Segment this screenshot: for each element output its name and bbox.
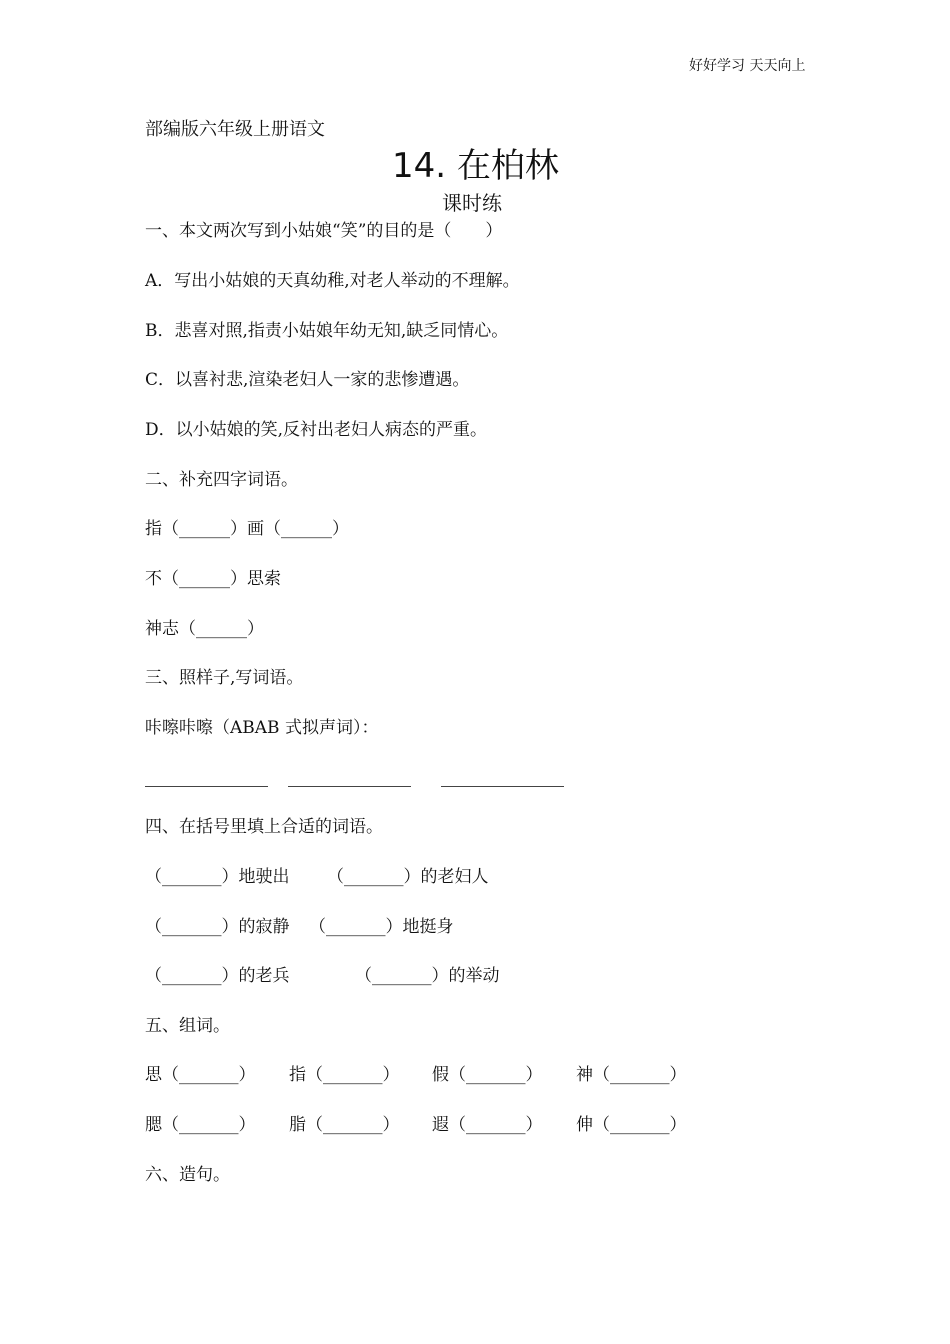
q5-item: 神（_______） xyxy=(576,1065,687,1085)
q5-item: 遐（_______） xyxy=(432,1115,543,1135)
q1-option-a: A．写出小姑娘的天真幼稚,对老人举动的不理解。 xyxy=(145,271,520,291)
q5-item: 腮（_______） xyxy=(145,1115,256,1135)
q2-line: 指（______）画（______） xyxy=(145,519,349,539)
header-motto: 好好学习 天天向上 xyxy=(689,58,806,74)
question-2: 二、补充四字词语。 xyxy=(145,470,298,490)
q5-item: 脂（_______） xyxy=(289,1115,400,1135)
answer-blank[interactable] xyxy=(145,786,268,787)
q5-item: 指（_______） xyxy=(289,1065,400,1085)
answer-blank[interactable] xyxy=(288,786,411,787)
question-1: 一、本文两次写到小姑娘“笑”的目的是（ ） xyxy=(145,221,503,241)
q4-item: （_______）的老妇人 xyxy=(327,867,489,887)
q3-example: 咔嚓咔嚓（ABAB 式拟声词）： xyxy=(145,718,379,738)
question-3: 三、照样子,写词语。 xyxy=(145,668,304,688)
question-4: 四、在括号里填上合适的词语。 xyxy=(145,817,383,837)
q4-item: （_______）的老兵 xyxy=(145,966,290,986)
answer-blank[interactable] xyxy=(441,786,564,787)
question-5: 五、组词。 xyxy=(145,1016,230,1036)
q2-line: 神志（______） xyxy=(145,619,264,639)
q4-item: （_______）的举动 xyxy=(355,966,500,986)
q1-option-c: C．以喜衬悲,渲染老妇人一家的悲惨遭遇。 xyxy=(145,370,470,390)
q1-option-b: B．悲喜对照,指责小姑娘年幼无知,缺乏同情心。 xyxy=(145,321,509,341)
doc-subtitle: 部编版六年级上册语文 xyxy=(145,119,325,140)
q1-option-d: D．以小姑娘的笑,反衬出老妇人病态的严重。 xyxy=(145,420,488,440)
q5-item: 伸（_______） xyxy=(576,1115,687,1135)
q2-line: 不（______）思索 xyxy=(145,569,281,589)
q5-item: 假（_______） xyxy=(432,1065,543,1085)
section-label: 课时练 xyxy=(442,191,502,215)
q4-item: （_______）地驶出 xyxy=(145,867,290,887)
question-6: 六、造句。 xyxy=(145,1165,230,1185)
q5-item: 思（_______） xyxy=(145,1065,256,1085)
doc-title: 14. 在柏林 xyxy=(392,146,559,186)
q4-item: （_______）的寂静 xyxy=(145,917,290,937)
q4-item: （_______）地挺身 xyxy=(309,917,454,937)
